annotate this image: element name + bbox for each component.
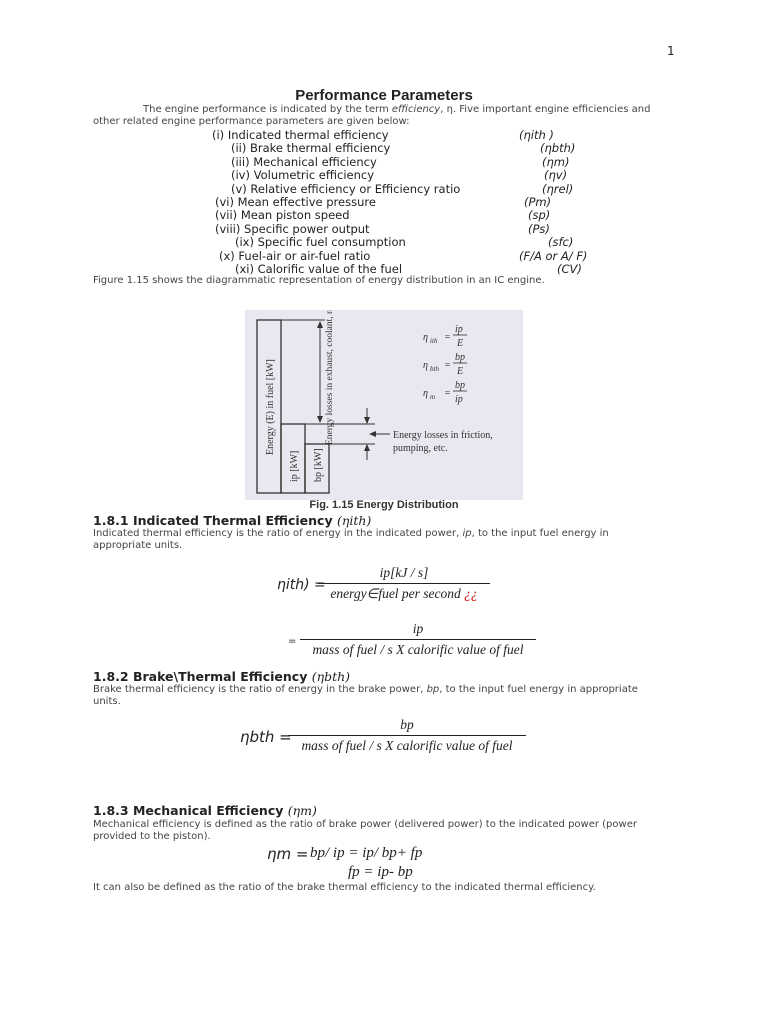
energy-label: Energy (E) in fuel [kW] — [265, 359, 276, 455]
eq-bth-lhs: ηbth = — [240, 728, 292, 746]
friction-losses-label-1: Energy losses in friction, — [393, 430, 493, 441]
energy-diagram — [245, 310, 523, 500]
parameter-label: (ii) Brake thermal efficiency — [231, 141, 391, 156]
figure-caption: Fig. 1.15 Energy Distribution — [309, 499, 459, 511]
intro-text: The engine performance is indicated by the term — [143, 104, 392, 115]
fig-eq2-den: E — [457, 366, 464, 377]
parameter-symbol: (CV) — [557, 262, 582, 276]
eq-m-rhs: bp/ ip = ip/ bp+ fp — [310, 845, 423, 861]
intro-line2: other related engine performance parameters are given below: — [93, 116, 410, 127]
intro-emphasis: efficiency — [391, 104, 441, 115]
parameter-symbol: (Ps) — [528, 221, 550, 236]
parameter-label: (xi) Calorific value of the fuel — [235, 262, 403, 276]
parameter-label: (x) Fuel-air or air-fuel ratio — [219, 248, 371, 263]
intro-paragraph — [93, 104, 675, 128]
eq-ith-numerator: ip[kJ / s] — [379, 565, 429, 580]
eq-bth-denominator: mass of fuel / s X calorific value of fuel — [301, 738, 513, 753]
section-181-text — [93, 528, 675, 552]
eq-ith-2-denominator: mass of fuel / s X calorific value of fuel — [312, 642, 524, 657]
section-183-text — [93, 819, 675, 843]
section-182-heading — [93, 669, 350, 684]
parameter-label: (iii) Mechanical efficiency — [231, 154, 377, 169]
friction-losses-label-2: pumping, etc. — [393, 443, 448, 454]
fig-eq3-num: bp — [455, 380, 465, 391]
parameter-label: (iv) Volumetric efficiency — [231, 168, 375, 183]
fig-eq3-den: ip — [455, 394, 463, 405]
eq-ith-fraction-1 — [318, 565, 490, 602]
section-183-text-2: provided to the piston). — [93, 831, 211, 842]
fig-eq1-num: ip — [455, 324, 463, 335]
svg-text:=: = — [444, 332, 451, 343]
parameter-label: (ix) Specific fuel consumption — [235, 235, 406, 250]
section-182-text-1: Brake thermal efficiency is the ratio of energy in the brake power, — [93, 684, 427, 695]
fig-eq2-sub: bth — [430, 365, 439, 373]
section-181-text-2: appropriate units. — [93, 540, 183, 551]
section-182-text — [93, 684, 675, 708]
svg-text:=: = — [444, 360, 451, 371]
eq-ith-lhs: ηith) = — [277, 577, 326, 593]
fig-eq2-eta: η — [423, 360, 428, 371]
parameter-symbol: (sp) — [528, 208, 551, 223]
page-number: 1 — [667, 44, 675, 58]
section-183-symbol: (ηm) — [287, 803, 317, 818]
parameter-label: (v) Relative efficiency or Efficiency ratio — [231, 181, 461, 196]
fig-eq1-sub: ith — [430, 337, 438, 345]
eq-ith-denominator: energy∈fuel per second — [330, 586, 461, 601]
parameter-symbol: (sfc) — [548, 235, 574, 250]
intro-symbol: , η. Five important engine efficiencies and — [440, 104, 651, 115]
parameter-label: (i) Indicated thermal efficiency — [212, 128, 389, 142]
eq-ith-2-numerator: ip — [412, 621, 424, 636]
section-183-text-1: Mechanical efficiency is defined as the ratio of brake power (delivered power) to the indicated power (power — [93, 819, 637, 830]
energy-distribution-figure — [245, 310, 523, 500]
section-181-heading — [93, 513, 371, 528]
bp-label: bp [kW] — [313, 448, 324, 482]
parameter-symbol: (ηm) — [542, 154, 570, 169]
section-182-text-1b: , to the input fuel energy in appropriate — [439, 684, 638, 695]
parameter-label: (vii) Mean piston speed — [215, 208, 350, 223]
fig-eq2-num: bp — [455, 352, 465, 363]
exhaust-losses-label: Energy losses in exhaust, coolant, radiation etc. — [325, 310, 335, 445]
eq-bth-numerator: bp — [400, 717, 414, 732]
parameter-symbol: (ηrel) — [542, 181, 574, 196]
parameter-symbol: (F/A or A/ F) — [519, 248, 588, 263]
fig-eq1-eta: η — [423, 332, 428, 343]
fig-eq1-den: E — [457, 338, 464, 349]
fig-eq3-eta: η — [423, 388, 428, 399]
section-181-symbol: (ηith) — [336, 513, 372, 528]
fig-eq3-sub: m — [430, 393, 436, 401]
section-182-title: 1.8.2 Brake\Thermal Efficiency — [93, 669, 308, 684]
parameter-symbol: (Pm) — [524, 195, 552, 209]
parameter-symbol: (ηv) — [544, 168, 568, 183]
parameter-label: (viii) Specific power output — [215, 221, 370, 236]
section-181-text-1b: , to the input fuel energy in — [471, 528, 609, 539]
section-183-title: 1.8.3 Mechanical Efficiency — [93, 803, 284, 818]
eq-ith-denominator-red: ¿¿ — [464, 586, 478, 601]
eq-m-lhs: ηm = — [267, 845, 309, 863]
figure-intro: Figure 1.15 shows the diagrammatic representation of energy distribution in an IC engine. — [93, 275, 545, 286]
parameter-symbol: (ηith ) — [519, 128, 554, 142]
svg-text:=: = — [444, 388, 451, 399]
section-182-symbol: (ηbth) — [311, 669, 351, 684]
parameter-label: (vi) Mean effective pressure — [215, 195, 376, 209]
section-181-text-1: Indicated thermal efficiency is the ratio of energy in the indicated power, — [93, 528, 463, 539]
section-181-text-em: ip — [462, 528, 472, 539]
section-181-title: 1.8.1 Indicated Thermal Efficiency — [93, 513, 333, 528]
page-title: Performance Parameters — [295, 87, 473, 104]
section-183-heading — [93, 803, 317, 818]
section-182-text-2: units. — [93, 696, 121, 707]
eq-fp: fp = ip- bp — [348, 864, 413, 880]
eq-bth-fraction — [288, 717, 526, 754]
ip-label: ip [kW] — [289, 450, 300, 482]
section-182-text-em: bp — [426, 684, 440, 695]
eq-ith-fraction-2 — [300, 621, 536, 658]
section-183-closing: It can also be defined as the ratio of the brake thermal efficiency to the indicated thermal efficiency. — [93, 882, 596, 893]
parameter-symbol: (ηbth) — [540, 141, 576, 156]
eq-ith-2-equals: = — [288, 636, 297, 647]
